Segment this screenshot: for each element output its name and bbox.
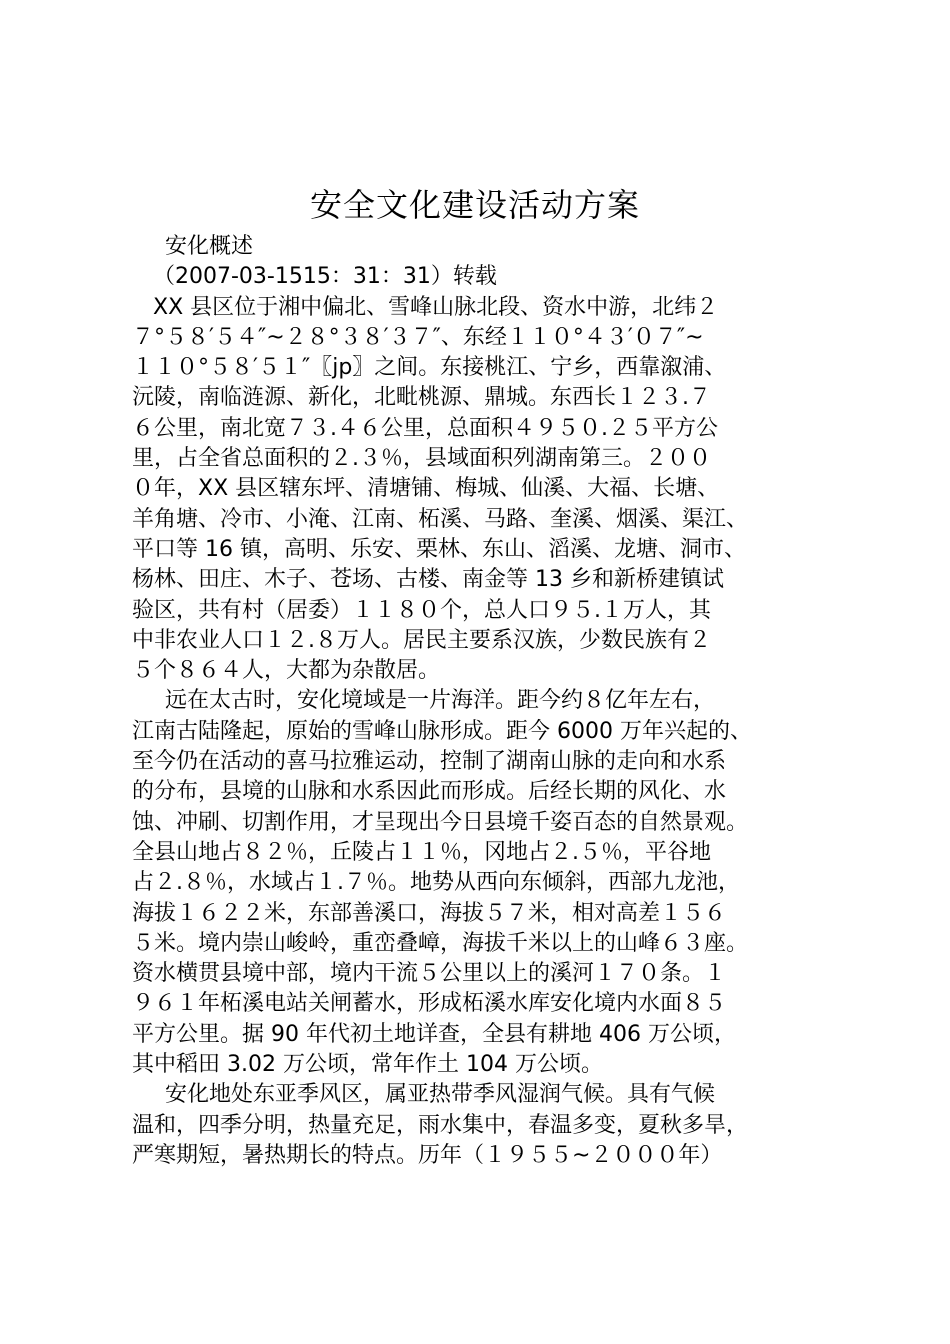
- paragraph-1-line: 里，占全省总面积的２.３％，县域面积列湖南第三。２００: [132, 446, 711, 472]
- paragraph-1-line: 杨林、田庄、木子、苍场、古楼、南金等 13 乡和新桥建镇试: [132, 567, 724, 593]
- paragraph-2-line: 远在太古时，安化境域是一片海洋。距今约８亿年左右，: [165, 688, 716, 714]
- document-title: 安全文化建设活动方案: [309, 186, 640, 224]
- paragraph-2-line: 占２.８％，水域占１.７％。地势从西向东倾斜，西部九龙池，: [132, 870, 740, 896]
- section-heading: 安化概述: [165, 234, 254, 259]
- paragraph-1-line: 验区，共有村（居委）１１８０个，总人口９５.１万人，其: [132, 597, 711, 623]
- paragraph-2-line: 蚀、冲刷、切割作用，才呈现出今日县境千姿百态的自然景观。: [132, 809, 749, 835]
- paragraph-2-line: ５米。境内崇山峻岭，重峦叠嶂，海拔千米以上的山峰６３座。: [132, 930, 749, 956]
- paragraph-2-line: 江南古陆隆起，原始的雪峰山脉形成。距今 6000 万年兴起的、: [132, 718, 752, 744]
- paragraph-1-line: ５个８６４人，大都为杂散居。: [132, 658, 441, 684]
- document-body: [132, 232, 852, 1171]
- paragraph-1-line: XX 县区位于湘中偏北、雪峰山脉北段、资水中游，北纬２: [153, 294, 719, 320]
- paragraph-1-line: 平口等 16 镇，高明、乐安、栗林、东山、滔溪、龙塘、洞市、: [132, 536, 746, 562]
- paragraph-1-line: 羊角塘、冷市、小淹、江南、柘溪、马路、奎溪、烟溪、渠江、: [132, 506, 749, 532]
- paragraph-1-line: ７°５８′５４″~２８°３８′３７″、东经１１０°４３′０７″~: [132, 324, 704, 350]
- paragraph-3-line: 安化地处东亚季风区，属亚热带季风湿润气候。具有气候: [165, 1082, 716, 1108]
- paragraph-1-line: ６公里，南北宽７３.４６公里，总面积４９５０.２５平方公: [132, 415, 718, 441]
- paragraph-1-line: 沅陵，南临涟源、新化，北毗桃源、鼎城。东西长１２３.７: [132, 385, 711, 411]
- paragraph-2-line: 的分布，县境的山脉和水系因此而形成。后经长期的风化、水: [132, 779, 727, 805]
- paragraph-2-line: 全县山地占８２％，丘陵占１１％，冈地占２.５％，平谷地: [132, 839, 711, 865]
- paragraph-2-line: 平方公里。据 90 年代初土地详查，全县有耕地 406 万公顷，: [132, 1021, 736, 1047]
- paragraph-2-line: ９６１年柘溪电站关闸蓄水，形成柘溪水库安化境内水面８５: [132, 991, 727, 1017]
- paragraph-1-line: １１０°５８′５１″〖jp〗之间。东接桃江、宁乡，西靠溆浦、: [132, 355, 727, 381]
- paragraph-2-line: 至今仍在活动的喜马拉雅运动，控制了湖南山脉的走向和水系: [132, 749, 727, 775]
- paragraph-3-line: 严寒期短，暑热期长的特点。历年（１９５５~２０００年）: [132, 1142, 723, 1168]
- post-meta-line: （2007-03-1515：31：31）转载: [153, 264, 497, 290]
- paragraph-2-line: 其中稻田 3.02 万公顷，常年作土 104 万公顷。: [132, 1052, 603, 1078]
- paragraph-2-line: 资水横贯县境中部，境内干流５公里以上的溪河１７０条。１: [132, 961, 727, 987]
- paragraph-1-line: 中非农业人口１２.８万人。居民主要系汉族，少数民族有２: [132, 627, 711, 653]
- paragraph-2-line: 海拔１６２２米，东部善溪口，海拔５７米，相对高差１５６: [132, 900, 727, 926]
- paragraph-3-line: 温和，四季分明，热量充足，雨水集中，春温多变，夏秋多旱，: [132, 1112, 749, 1138]
- paragraph-1-line: ０年，XX 县区辖东坪、清塘铺、梅城、仙溪、大福、长塘、: [132, 476, 720, 502]
